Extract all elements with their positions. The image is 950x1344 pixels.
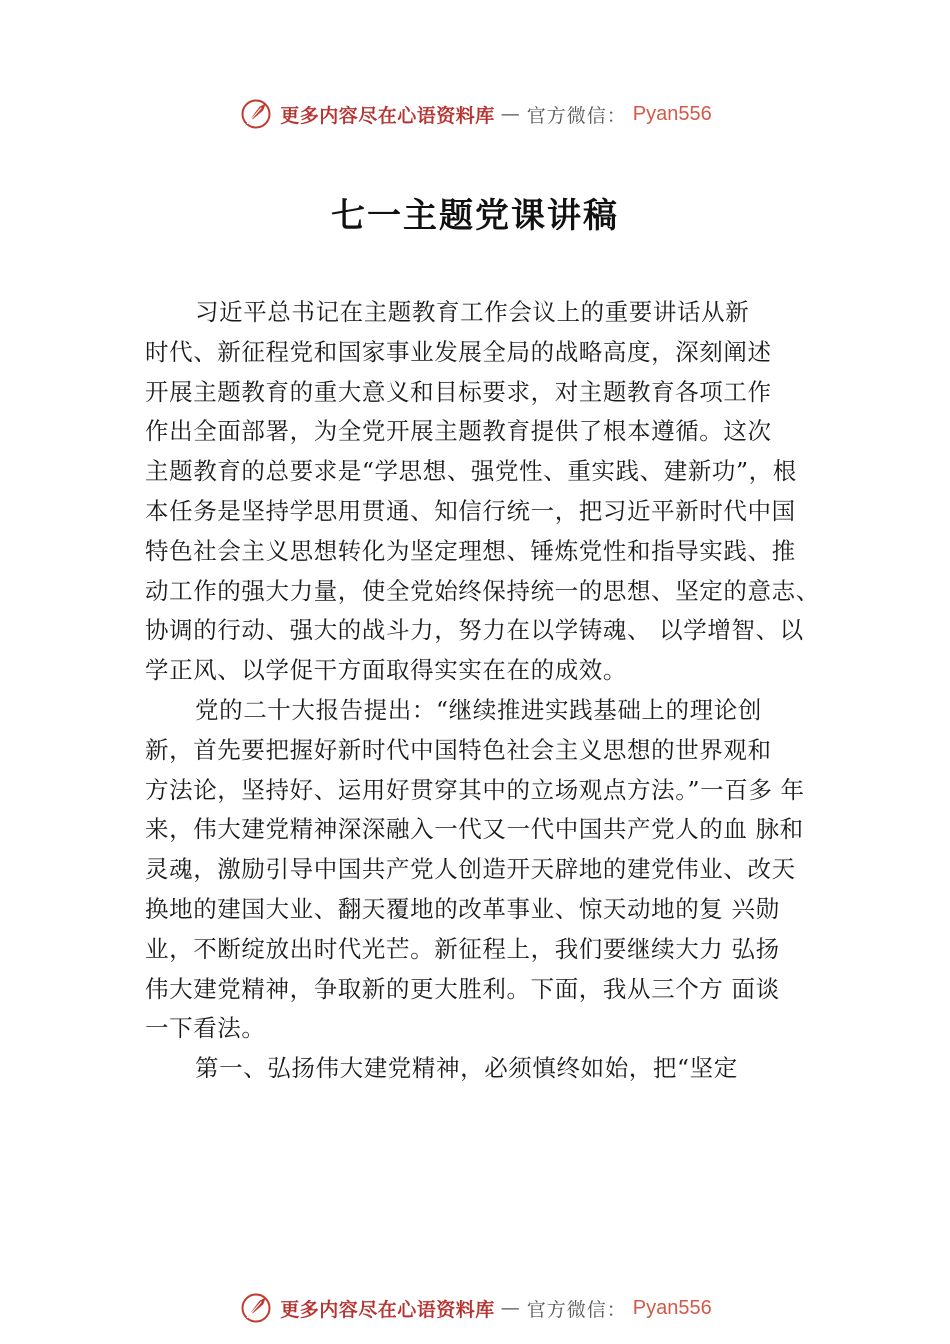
banner-wechat-label: 官方微信：	[526, 1298, 627, 1321]
banner-wechat-id: Pyan556	[632, 102, 712, 125]
body-line: 方法论，坚持好、运用好贯穿其中的立场观点方法。”一百多 年	[145, 775, 805, 804]
banner-wechat-id: Pyan556	[632, 1296, 712, 1319]
body-line: 开展主题教育的重大意义和目标要求，对主题教育各项工作	[145, 377, 772, 406]
body-line: 本任务是坚持学思用贯通、知信行统一，把习近平新时代中国	[145, 496, 796, 525]
body-line: 党的二十大报告提出：“继续推进实践基础上的理论创	[195, 695, 762, 724]
header-banner	[0, 92, 950, 136]
body-line: 主题教育的总要求是“学思想、强党性、重实践、建新功”，根	[145, 457, 797, 486]
banner-wechat-label: 官方微信：	[526, 104, 627, 127]
body-line: 来，伟大建党精神深深融入一代又一代中国共产党人的血 脉和	[145, 815, 804, 844]
body-line: 协调的行动、强大的战斗力，努力在以学铸魂、 以学增智、以	[145, 616, 804, 645]
banner-dash: —	[500, 1297, 521, 1319]
body-line: 伟大建党精神，争取新的更大胜利。下面，我从三个方 面谈	[145, 974, 780, 1003]
body-line: 新，首先要把握好新时代中国特色社会主义思想的世界观和	[145, 735, 772, 764]
document-body	[145, 293, 845, 1089]
body-line: 动工作的强大力量，使全党始终保持统一的思想、坚定的意志、	[145, 576, 820, 605]
body-line: 换地的建国大业、翻天覆地的改革事业、惊天动地的复 兴勋	[145, 894, 780, 923]
footer-banner	[0, 1286, 950, 1330]
pen-nib-logo-icon	[238, 1290, 274, 1326]
banner-slogan: 更多内容尽在心语资料库	[280, 104, 495, 127]
body-line: 一下看法。	[145, 1014, 266, 1043]
body-line: 学正风、以学促干方面取得实实在在的成效。	[145, 656, 627, 685]
body-line: 时代、新征程党和国家事业发展全局的战略高度，深刻阐述	[145, 337, 772, 366]
banner-dash: —	[500, 103, 521, 125]
body-line: 习近平总书记在主题教育工作会议上的重要讲话从新	[195, 298, 750, 326]
body-line: 灵魂，激励引导中国共产党人创造开天辟地的建党伟业、改天	[145, 855, 796, 884]
body-line: 第一、弘扬伟大建党精神，必须慎终如始，把“坚定	[195, 1054, 738, 1083]
banner-slogan: 更多内容尽在心语资料库	[280, 1298, 495, 1321]
pen-nib-logo-icon	[238, 96, 274, 132]
document-title: 七一主题党课讲稿	[331, 196, 619, 236]
body-line: 特色社会主义思想转化为坚定理想、锤炼党性和指导实践、推	[145, 536, 796, 565]
body-line: 作出全面部署，为全党开展主题教育提供了根本遵循。这次	[145, 417, 772, 446]
body-line: 业，不断绽放出时代光芒。新征程上，我们要继续大力 弘扬	[145, 934, 780, 963]
